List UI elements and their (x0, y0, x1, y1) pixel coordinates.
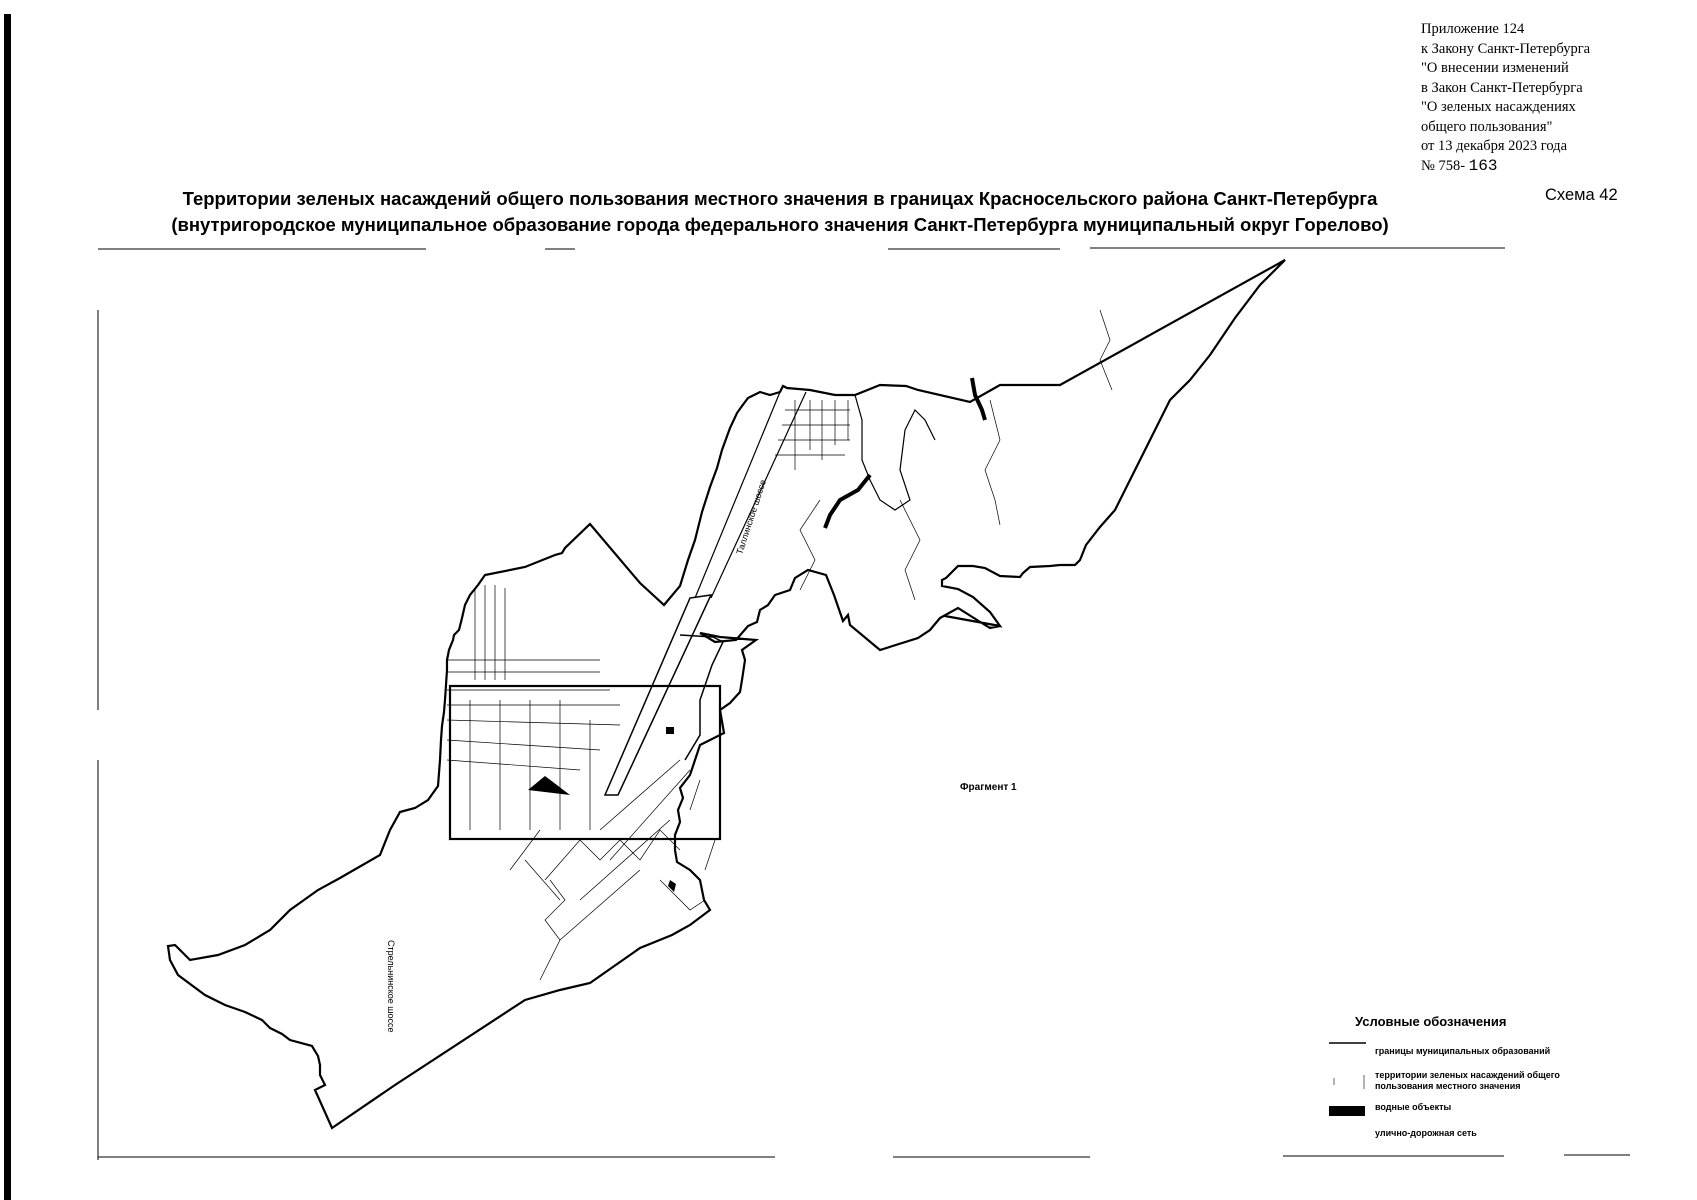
title-line-2: (внутригородское муниципальное образование города федерального значения Санкт-Петербурга муниципальный округ Горелово) (171, 214, 1389, 235)
legend-label: границы муниципальных образований (1375, 1046, 1551, 1056)
legend-water-symbol (1329, 1106, 1365, 1116)
tallinn-highway-upper (695, 392, 806, 598)
appendix-line: "О зеленых насаждениях (1421, 99, 1576, 115)
number-value: 163 (1468, 156, 1498, 175)
water-object-lake (528, 776, 570, 795)
eastern-strip (680, 635, 723, 760)
legend-item-boundary (1375, 1046, 1550, 1057)
appendix-line: от 13 декабря 2023 года (1421, 138, 1567, 154)
legend-green-symbol (1334, 1075, 1364, 1089)
scheme-label: Схема 42 (1545, 186, 1618, 204)
fragment-label: Фрагмент 1 (960, 782, 1017, 793)
street-network (447, 310, 1112, 980)
legend-item-green (1375, 1070, 1560, 1092)
legend-title: Условные обозначения (1355, 1014, 1507, 1029)
legend-label: улично-дорожная сеть (1375, 1128, 1477, 1138)
road-label-strelninskoe: Стрельнинское шоссе (386, 940, 396, 1033)
appendix-line: Приложение 124 (1421, 21, 1525, 37)
inner-boundary (855, 395, 935, 510)
road-label-tallinn: Таллинское шоссе (734, 478, 768, 556)
number-prefix: № 758- (1421, 157, 1466, 174)
appendix-line: "О внесении изменений (1421, 60, 1569, 76)
municipal-boundary (168, 260, 1285, 1128)
water-object-small (668, 880, 676, 892)
appendix-line: в Закон Санкт-Петербурга (1421, 79, 1583, 96)
legend-item-water (1375, 1102, 1451, 1113)
water-object-stream (825, 475, 870, 528)
appendix-line: общего пользования" (1421, 118, 1553, 135)
tallinn-highway (605, 595, 711, 795)
legend-label: водные объекты (1375, 1102, 1452, 1112)
water-object-pond (666, 727, 674, 734)
title-line-1: Территории зеленых насаждений общего пользования местного значения в границах Красносельского района Санкт-Петербурга (182, 188, 1378, 209)
legend-label: территории зеленых насаждений общего пользования местного значения (1375, 1070, 1560, 1091)
legend-item-roads (1375, 1128, 1477, 1139)
appendix-line: к Закону Санкт-Петербурга (1421, 40, 1591, 57)
